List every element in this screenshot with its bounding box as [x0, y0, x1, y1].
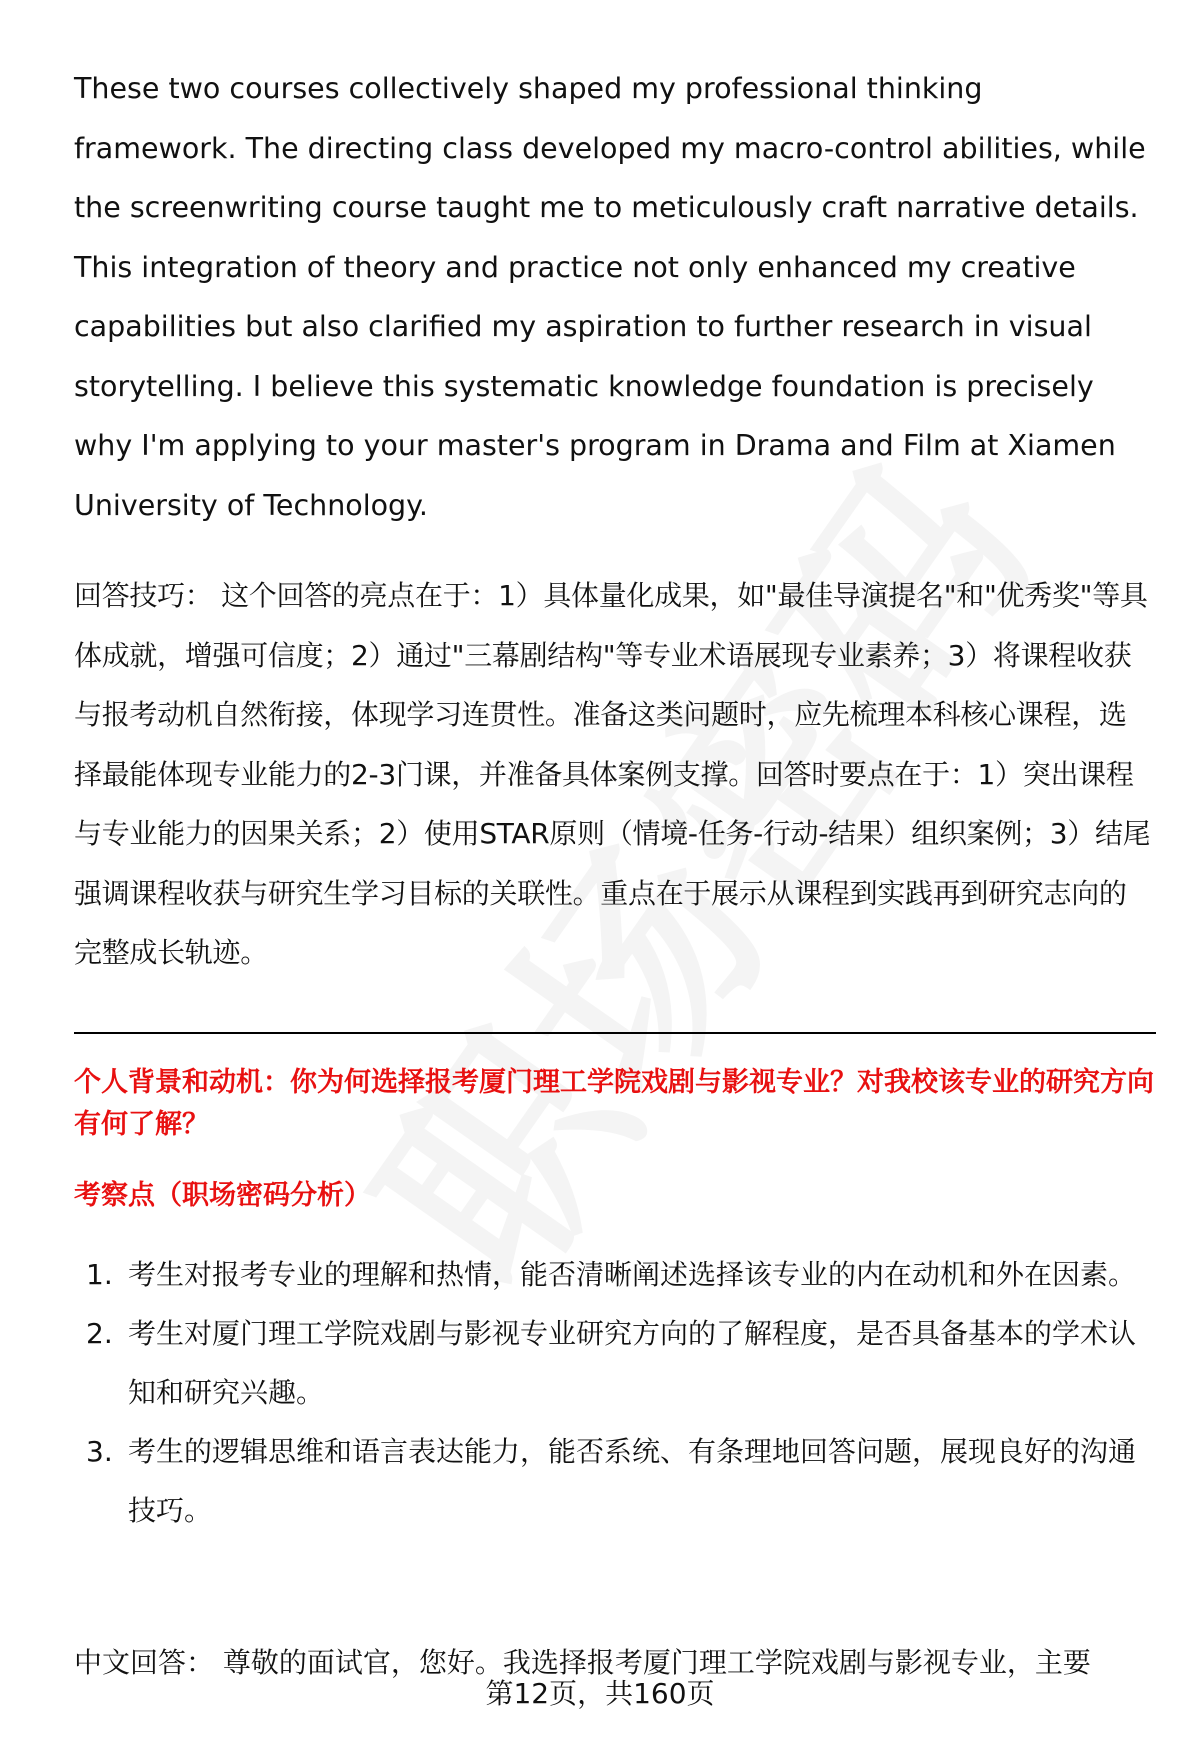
page-footer: 第12页，共160页 — [485, 1677, 715, 1710]
question-heading: 个人背景和动机：你为何选择报考厦门理工学院戏剧与影视专业？对我校该专业的研究方向有何了解？ — [74, 1067, 1154, 1140]
list-number: 2. — [86, 1317, 113, 1350]
list-text: 考生对厦门理工学院戏剧与影视专业研究方向的了解程度，是否具备基本的学术认知和研究兴趣。 — [128, 1317, 1137, 1409]
list-item — [74, 1422, 1154, 1540]
english-answer-paragraph: These two courses collectively shaped my professional thinking framework. The directing class developed my macro-control abilities, while the screenwriting course taught me to meticulously craft narrative details. This integration of theory and practice not only enhanced my creative capabilities but also clarified my aspiration to further research in visual storytelling. I believe this systematic knowledge foundation is precisely why I'm applying to your master's program in Drama and Film at Xiamen University of Technology. — [74, 72, 1146, 522]
list-text: 考生的逻辑思维和语言表达能力，能否系统、有条理地回答问题，展现良好的沟通技巧。 — [128, 1435, 1137, 1527]
list-text: 考生对报考专业的理解和热情，能否清晰阐述选择该专业的内在动机和外在因素。 — [128, 1258, 1137, 1291]
chinese-answer-paragraph: 中文回答： 尊敬的面试官，您好。我选择报考厦门理工学院戏剧与影视专业，主要 — [74, 1646, 1091, 1679]
list-number: 1. — [86, 1258, 113, 1291]
list-number: 3. — [86, 1435, 113, 1468]
list-item — [74, 1245, 1154, 1304]
assessment-list — [74, 1245, 1154, 1540]
list-item — [74, 1304, 1154, 1422]
answer-tips-paragraph: 回答技巧： 这个回答的亮点在于：1）具体量化成果，如"最佳导演提名"和"优秀奖"等具体成就，增强可信度；2）通过"三幕剧结构"等专业术语展现专业素养；3）将课程收获与报考动机自然衔接，体现学习连贯性。准备这类问题时，应先梳理本科核心课程，选择最能体现专业能力的2-3门课，并准备具体案例支撑。回答时要点在于：1）突出课程与专业能力的因果关系；2）使用STAR原则（情境-任务-行动-结果）组织案例；3）结尾强调课程收获与研究生学习目标的关联性。重点在于展示从课程到实践再到研究志向的完整成长轨迹。 — [74, 579, 1151, 969]
section-divider — [74, 1032, 1156, 1034]
assessment-heading: 考察点（职场密码分析） — [74, 1180, 371, 1211]
